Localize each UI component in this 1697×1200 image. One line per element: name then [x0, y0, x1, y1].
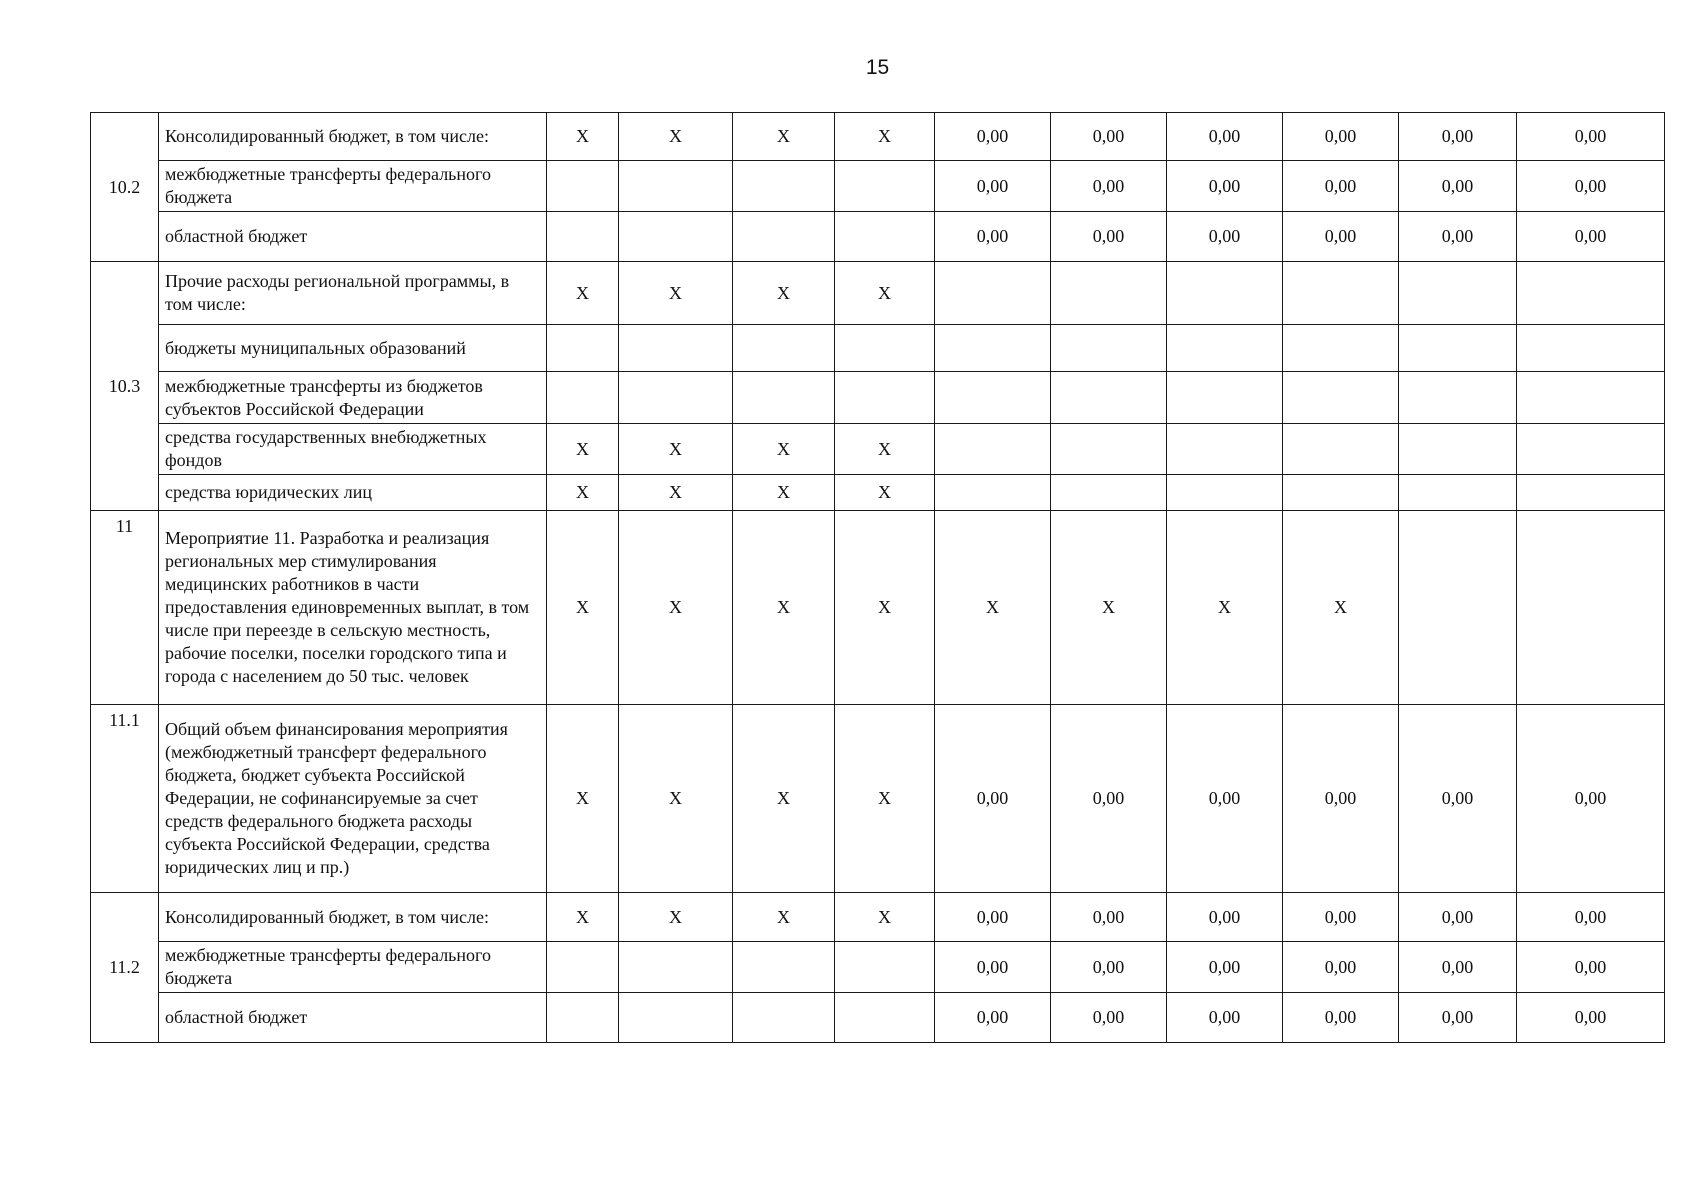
table-row	[91, 372, 1665, 424]
row-label: Мероприятие 11. Разработка и реализация региональных мер стимулирования медицинских работников в части предоставления единовременных выплат, в том числе при переезде в сельскую местность, рабочие поселки, поселки городского типа и города с населением до 50 тыс. человек	[159, 511, 547, 705]
cell-x: X	[547, 424, 619, 475]
cell-empty	[935, 475, 1051, 511]
cell-empty	[619, 942, 733, 993]
row-label: средства юридических лиц	[159, 475, 547, 511]
cell-empty	[547, 325, 619, 372]
cell-value: 0,00	[1399, 942, 1517, 993]
table-row	[91, 161, 1665, 212]
cell-value: 0,00	[935, 212, 1051, 262]
cell-empty	[1167, 475, 1283, 511]
cell-x: X	[619, 475, 733, 511]
cell-value: 0,00	[1283, 161, 1399, 212]
cell-empty	[547, 372, 619, 424]
cell-value: 0,00	[1051, 893, 1167, 942]
row-label: Консолидированный бюджет, в том числе:	[159, 893, 547, 942]
cell-empty	[1167, 372, 1283, 424]
cell-empty	[547, 993, 619, 1043]
cell-value: 0,00	[1283, 113, 1399, 161]
table-row	[91, 113, 1665, 161]
cell-empty	[935, 325, 1051, 372]
cell-x: X	[547, 893, 619, 942]
row-label: Прочие расходы региональной программы, в том числе:	[159, 262, 547, 325]
row-label: областной бюджет	[159, 993, 547, 1043]
cell-x: X	[619, 511, 733, 705]
table-row	[91, 942, 1665, 993]
table-row	[91, 511, 1665, 705]
cell-empty	[835, 372, 935, 424]
cell-empty	[835, 942, 935, 993]
table-row	[91, 262, 1665, 325]
row-number: 10.2	[91, 113, 159, 262]
cell-value: 0,00	[1167, 161, 1283, 212]
cell-empty	[1283, 475, 1399, 511]
cell-value: 0,00	[1399, 893, 1517, 942]
row-label: средства государственных внебюджетных фондов	[159, 424, 547, 475]
cell-x: X	[733, 424, 835, 475]
cell-value: 0,00	[1399, 212, 1517, 262]
cell-empty	[733, 372, 835, 424]
cell-empty	[1167, 262, 1283, 325]
cell-x: X	[619, 893, 733, 942]
cell-empty	[1399, 262, 1517, 325]
cell-empty	[1283, 424, 1399, 475]
table-row	[91, 993, 1665, 1043]
cell-value: 0,00	[1517, 212, 1665, 262]
cell-x: X	[619, 705, 733, 893]
cell-x: X	[835, 705, 935, 893]
cell-empty	[1283, 372, 1399, 424]
cell-value: 0,00	[1167, 212, 1283, 262]
cell-empty	[619, 325, 733, 372]
cell-empty	[619, 212, 733, 262]
cell-x: X	[619, 424, 733, 475]
row-label: областной бюджет	[159, 212, 547, 262]
table-row	[91, 475, 1665, 511]
cell-empty	[1517, 372, 1665, 424]
cell-x: X	[835, 424, 935, 475]
cell-empty	[835, 161, 935, 212]
cell-value: 0,00	[935, 993, 1051, 1043]
cell-value: 0,00	[1051, 942, 1167, 993]
cell-empty	[835, 212, 935, 262]
cell-x: X	[733, 113, 835, 161]
cell-x: X	[835, 113, 935, 161]
cell-value: 0,00	[1399, 705, 1517, 893]
cell-empty	[835, 325, 935, 372]
cell-x: X	[733, 893, 835, 942]
cell-x: X	[835, 893, 935, 942]
cell-value: 0,00	[935, 893, 1051, 942]
cell-value: 0,00	[1283, 942, 1399, 993]
table-row	[91, 212, 1665, 262]
cell-empty	[619, 161, 733, 212]
cell-empty	[1051, 372, 1167, 424]
row-label: Общий объем финансирования мероприятия (межбюджетный трансферт федерального бюджета, бюджет субъекта Российской Федерации, не софинансируемые за счет средств федерального бюджета расходы субъекта Российской Федерации, средства юридических лиц и пр.)	[159, 705, 547, 893]
cell-empty	[1517, 475, 1665, 511]
cell-value: 0,00	[1399, 161, 1517, 212]
cell-x: X	[1283, 511, 1399, 705]
cell-empty	[1517, 511, 1665, 705]
cell-empty	[1517, 325, 1665, 372]
cell-x: X	[547, 475, 619, 511]
cell-empty	[1399, 372, 1517, 424]
cell-empty	[733, 942, 835, 993]
cell-empty	[935, 372, 1051, 424]
cell-empty	[1283, 262, 1399, 325]
row-label: межбюджетные трансферты федерального бюджета	[159, 161, 547, 212]
table-row	[91, 893, 1665, 942]
cell-value: 0,00	[1283, 705, 1399, 893]
cell-empty	[1283, 325, 1399, 372]
table-row	[91, 424, 1665, 475]
cell-x: X	[835, 475, 935, 511]
cell-empty	[1167, 325, 1283, 372]
cell-empty	[733, 325, 835, 372]
cell-value: 0,00	[1167, 705, 1283, 893]
cell-x: X	[547, 511, 619, 705]
cell-empty	[619, 372, 733, 424]
cell-value: 0,00	[1051, 993, 1167, 1043]
cell-x: X	[547, 113, 619, 161]
cell-x: X	[835, 511, 935, 705]
cell-empty	[835, 993, 935, 1043]
cell-value: 0,00	[1283, 893, 1399, 942]
cell-value: 0,00	[1517, 893, 1665, 942]
cell-value: 0,00	[1399, 993, 1517, 1043]
cell-x: X	[619, 113, 733, 161]
row-number: 11.2	[91, 893, 159, 1043]
cell-empty	[1399, 424, 1517, 475]
cell-empty	[733, 212, 835, 262]
cell-empty	[1399, 325, 1517, 372]
cell-empty	[1517, 262, 1665, 325]
cell-value: 0,00	[1167, 113, 1283, 161]
row-label: межбюджетные трансферты федерального бюджета	[159, 942, 547, 993]
cell-value: 0,00	[1283, 212, 1399, 262]
cell-empty	[733, 161, 835, 212]
cell-value: 0,00	[1517, 161, 1665, 212]
cell-x: X	[733, 262, 835, 325]
cell-empty	[733, 993, 835, 1043]
cell-empty	[1051, 475, 1167, 511]
cell-empty	[935, 424, 1051, 475]
cell-value: 0,00	[1399, 113, 1517, 161]
financing-table	[90, 112, 1665, 1043]
cell-empty	[935, 262, 1051, 325]
cell-value: 0,00	[1051, 212, 1167, 262]
cell-value: 0,00	[1517, 942, 1665, 993]
cell-value: 0,00	[1167, 993, 1283, 1043]
cell-value: 0,00	[1051, 705, 1167, 893]
cell-empty	[619, 993, 733, 1043]
cell-value: 0,00	[1283, 993, 1399, 1043]
cell-value: 0,00	[935, 161, 1051, 212]
cell-x: X	[547, 262, 619, 325]
cell-empty	[547, 942, 619, 993]
cell-empty	[1051, 325, 1167, 372]
cell-x: X	[835, 262, 935, 325]
cell-x: X	[619, 262, 733, 325]
page-number: 15	[865, 56, 890, 79]
cell-x: X	[733, 705, 835, 893]
cell-empty	[547, 161, 619, 212]
table-row	[91, 705, 1665, 893]
cell-value: 0,00	[935, 705, 1051, 893]
cell-empty	[1517, 424, 1665, 475]
cell-x: X	[1051, 511, 1167, 705]
cell-value: 0,00	[1167, 942, 1283, 993]
cell-empty	[1051, 424, 1167, 475]
row-number: 11.1	[91, 705, 159, 893]
cell-empty	[1051, 262, 1167, 325]
cell-x: X	[1167, 511, 1283, 705]
cell-value: 0,00	[1051, 113, 1167, 161]
cell-x: X	[733, 475, 835, 511]
cell-empty	[1399, 511, 1517, 705]
cell-value: 0,00	[1167, 893, 1283, 942]
cell-value: 0,00	[935, 113, 1051, 161]
cell-x: X	[733, 511, 835, 705]
row-label: Консолидированный бюджет, в том числе:	[159, 113, 547, 161]
table-row	[91, 325, 1665, 372]
cell-empty	[1399, 475, 1517, 511]
row-label: межбюджетные трансферты из бюджетов субъектов Российской Федерации	[159, 372, 547, 424]
row-number: 11	[91, 511, 159, 705]
cell-x: X	[547, 705, 619, 893]
row-number: 10.3	[91, 262, 159, 511]
cell-value: 0,00	[1517, 113, 1665, 161]
cell-empty	[547, 212, 619, 262]
cell-value: 0,00	[935, 942, 1051, 993]
cell-value: 0,00	[1051, 161, 1167, 212]
cell-empty	[1167, 424, 1283, 475]
cell-value: 0,00	[1517, 705, 1665, 893]
row-label: бюджеты муниципальных образований	[159, 325, 547, 372]
cell-value: 0,00	[1517, 993, 1665, 1043]
cell-x: X	[935, 511, 1051, 705]
